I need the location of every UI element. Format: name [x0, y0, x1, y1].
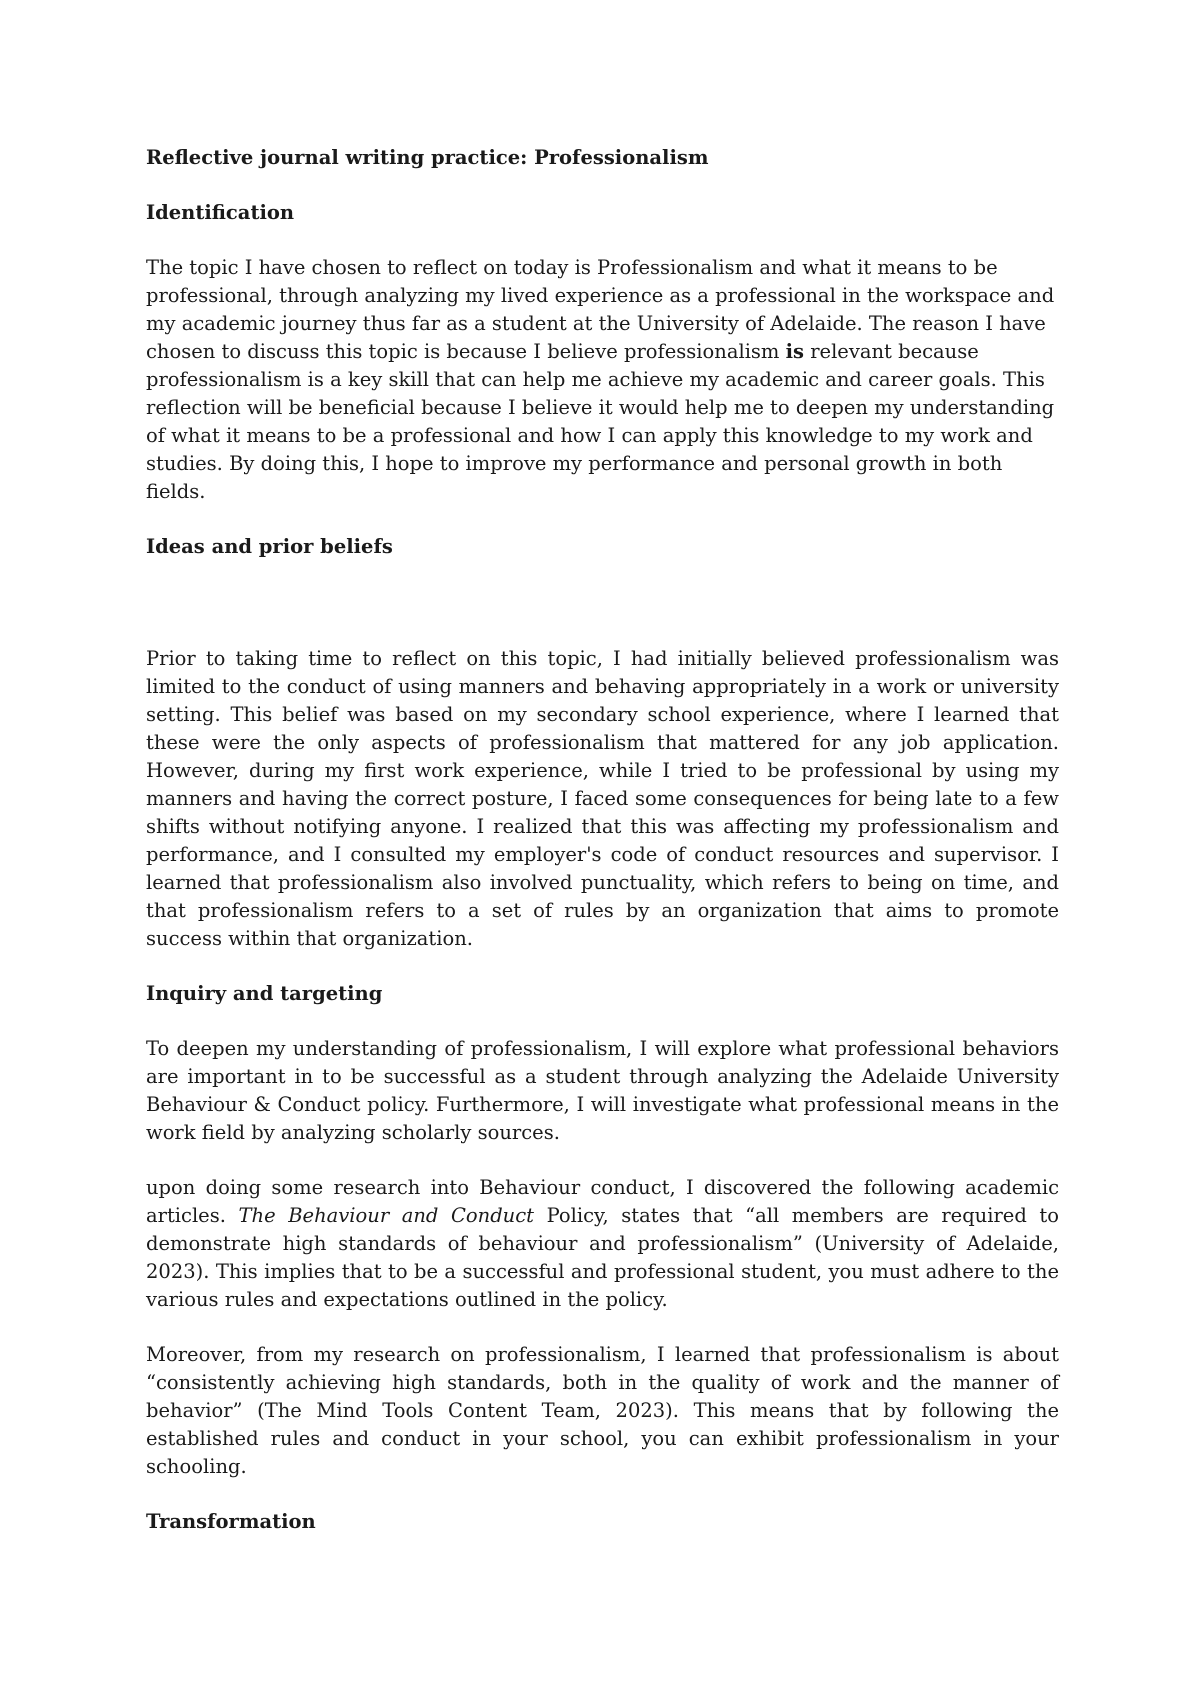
- paragraph-identification-text-1: The topic I have chosen to reflect on today is Professionalism and what it means to be professional, through analyzing my lived experience as a professional in the workspace and my academic journey thus far as a student at the University of Adelaide. The reason I have chosen to discuss this topic is because I believe professionalism: [146, 256, 1055, 363]
- paragraph-identification-bold: is: [785, 340, 805, 363]
- policy-title-italic: The Behaviour and Conduct: [238, 1204, 534, 1227]
- paragraph-inquiry-2-text-2: Policy, states that “all members are required to demonstrate high standards of behaviour and professionalism” (University of Adelaide, 2023). This implies that to be a successful and professional student, you must adhere to the various rules and expectations outlined in the policy.: [146, 1204, 1059, 1311]
- heading-ideas-prior-beliefs: Ideas and prior beliefs: [146, 535, 393, 558]
- paragraph-identification: [146, 254, 1059, 506]
- paragraph-ideas-prior-beliefs: Prior to taking time to reflect on this topic, I had initially believed professionalism was limited to the conduct of using manners and behaving appropriately in a work or university setting. This belief was based on my secondary school experience, where I learned that these were the only aspects of professionalism that mattered for any job application. However, during my first work experience, while I tried to be professional by using my manners and having the correct posture, I faced some consequences for being late to a few shifts without notifying anyone. I realized that this was affecting my professionalism and performance, and I consulted my employer's code of conduct resources and supervisor. I learned that professionalism also involved punctuality, which refers to being on time, and that professionalism refers to a set of rules by an organization that aims to promote success within that organization.: [146, 647, 1059, 950]
- paragraph-inquiry-2-text-1: upon doing some research into Behaviour conduct, I discovered the following academic articles.: [146, 1176, 1059, 1227]
- paragraph-inquiry-1: To deepen my understanding of professionalism, I will explore what professional behaviors are important in to be successful as a student through analyzing the Adelaide University Behaviour & Conduct policy. Furthermore, I will investigate what professional means in the work field by analyzing scholarly sources.: [146, 1037, 1059, 1144]
- paragraph-inquiry-2: [146, 1174, 1059, 1314]
- paragraph-inquiry-3: Moreover, from my research on professionalism, I learned that professionalism is about “consistently achieving high standards, both in the quality of work and the manner of behavior” (The Mind Tools Content Team, 2023). This means that by following the established rules and conduct in your school, you can exhibit professionalism in your schooling.: [146, 1343, 1059, 1478]
- document-title: Reflective journal writing practice: Professionalism: [146, 146, 709, 169]
- document-body: [146, 144, 1059, 1536]
- heading-identification: Identification: [146, 201, 295, 224]
- heading-transformation: Transformation: [146, 1510, 316, 1533]
- paragraph-identification-text-2: relevant because professionalism is a key skill that can help me achieve my academic and career goals. This reflection will be beneficial because I believe it would help me to deepen my understanding of what it means to be a professional and how I can apply this knowledge to my work and studies. By doing this, I hope to improve my performance and personal growth in both fields.: [146, 340, 1055, 503]
- heading-inquiry-targeting: Inquiry and targeting: [146, 982, 383, 1005]
